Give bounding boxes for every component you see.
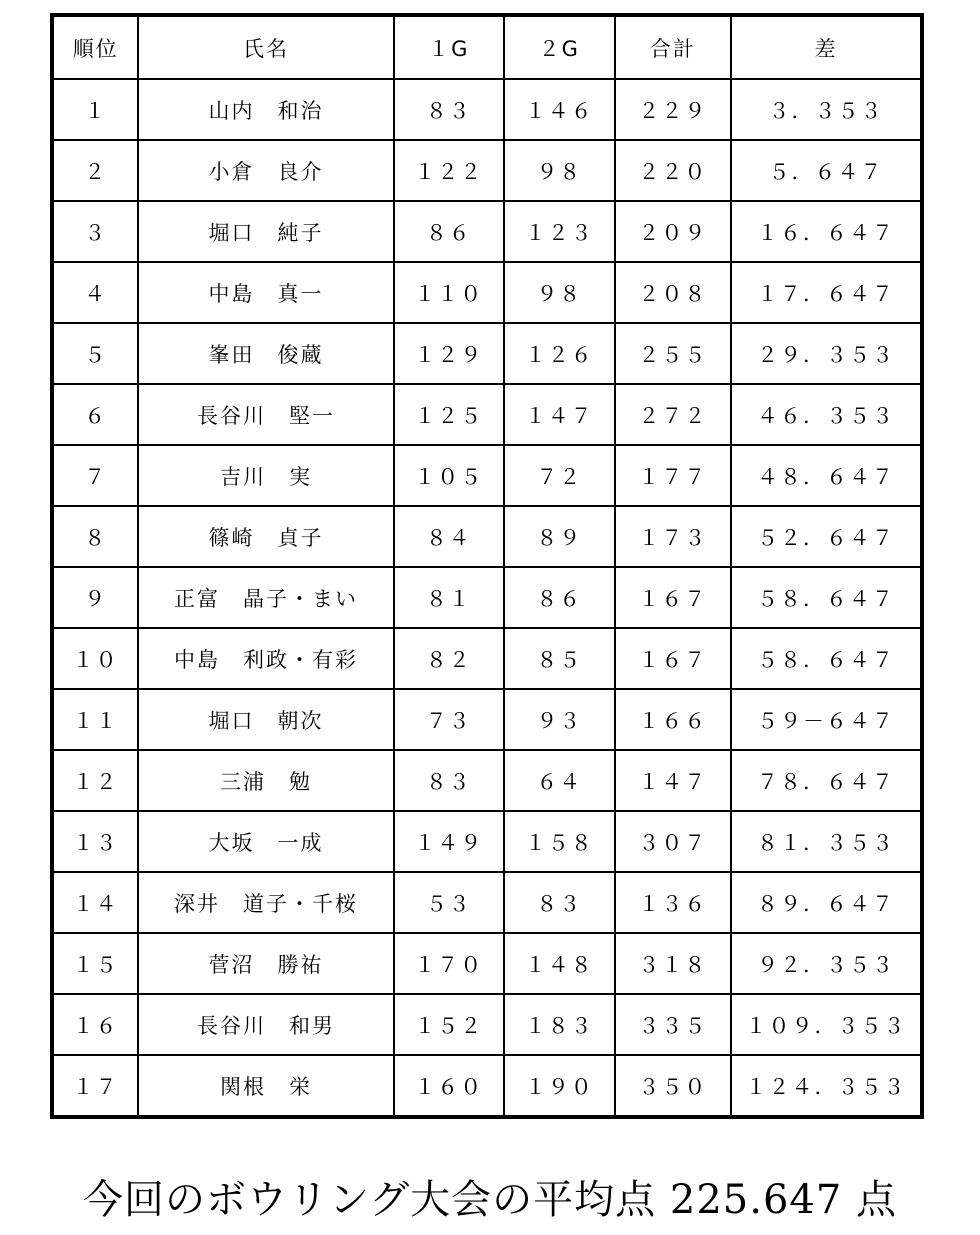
cell-total: ２２９ — [615, 79, 732, 140]
table-row — [52, 933, 922, 994]
cell-game1: ８３ — [394, 79, 505, 140]
cell-name: 中島 真一 — [138, 262, 393, 323]
cell-name: 吉川 実 — [138, 445, 393, 506]
table-row — [52, 628, 922, 689]
table-row — [52, 872, 922, 933]
cell-total: １７３ — [615, 506, 732, 567]
cell-diff: ５８．６４７ — [731, 628, 922, 689]
cell-name: 三浦 勉 — [138, 750, 393, 811]
table-row — [52, 445, 922, 506]
cell-game2: ８３ — [504, 872, 615, 933]
cell-diff: ５２．６４７ — [731, 506, 922, 567]
cell-game2: １２３ — [504, 201, 615, 262]
cell-total: １６６ — [615, 689, 732, 750]
cell-rank: ６ — [52, 384, 138, 445]
cell-game2: １８３ — [504, 994, 615, 1055]
table-row — [52, 994, 922, 1055]
cell-rank: １５ — [52, 933, 138, 994]
cell-name: 堀口 純子 — [138, 201, 393, 262]
cell-game1: ７３ — [394, 689, 505, 750]
cell-diff: ４８．６４７ — [731, 445, 922, 506]
cell-game1: １５２ — [394, 994, 505, 1055]
cell-game1: １７０ — [394, 933, 505, 994]
cell-diff: ５９－６４７ — [731, 689, 922, 750]
cell-diff: ４６．３５３ — [731, 384, 922, 445]
header-diff: 差 — [731, 15, 922, 79]
table-row — [52, 79, 922, 140]
cell-game2: ８９ — [504, 506, 615, 567]
cell-rank: １２ — [52, 750, 138, 811]
cell-game2: ６４ — [504, 750, 615, 811]
cell-game1: １２５ — [394, 384, 505, 445]
cell-total: ３３５ — [615, 994, 732, 1055]
cell-total: １６７ — [615, 628, 732, 689]
table-row — [52, 750, 922, 811]
cell-total: １４７ — [615, 750, 732, 811]
cell-total: ３１８ — [615, 933, 732, 994]
cell-total: ２５５ — [615, 323, 732, 384]
cell-name: 関根 栄 — [138, 1055, 393, 1117]
cell-rank: １７ — [52, 1055, 138, 1117]
cell-game1: ８４ — [394, 506, 505, 567]
cell-game1: １２２ — [394, 140, 505, 201]
cell-game2: ９８ — [504, 262, 615, 323]
cell-diff: ９２．３５３ — [731, 933, 922, 994]
header-total: 合計 — [615, 15, 732, 79]
cell-total: １６７ — [615, 567, 732, 628]
cell-diff: ８９．６４７ — [731, 872, 922, 933]
cell-diff: ５．６４７ — [731, 140, 922, 201]
cell-total: ２０９ — [615, 201, 732, 262]
cell-name: 深井 道子・千桜 — [138, 872, 393, 933]
cell-name: 小倉 良介 — [138, 140, 393, 201]
cell-game1: ５３ — [394, 872, 505, 933]
cell-total: ２７２ — [615, 384, 732, 445]
header-rank: 順位 — [52, 15, 138, 79]
cell-game1: １２９ — [394, 323, 505, 384]
cell-rank: ８ — [52, 506, 138, 567]
cell-game1: １０５ — [394, 445, 505, 506]
cell-name: 正富 晶子・まい — [138, 567, 393, 628]
cell-rank: １１ — [52, 689, 138, 750]
cell-diff: １７．６４７ — [731, 262, 922, 323]
cell-name: 中島 利政・有彩 — [138, 628, 393, 689]
cell-rank: ４ — [52, 262, 138, 323]
cell-game2: １５８ — [504, 811, 615, 872]
table-row — [52, 811, 922, 872]
cell-total: ２２０ — [615, 140, 732, 201]
cell-name: 長谷川 和男 — [138, 994, 393, 1055]
cell-rank: １４ — [52, 872, 138, 933]
cell-name: 菅沼 勝祐 — [138, 933, 393, 994]
cell-game2: １４８ — [504, 933, 615, 994]
cell-game1: １４９ — [394, 811, 505, 872]
cell-name: 篠崎 貞子 — [138, 506, 393, 567]
cell-name: 山内 和治 — [138, 79, 393, 140]
cell-total: ３５０ — [615, 1055, 732, 1117]
cell-game1: ８２ — [394, 628, 505, 689]
average-score-note: 今回のボウリング大会の平均点 225.647 点 — [82, 1177, 898, 1223]
cell-rank: １ — [52, 79, 138, 140]
cell-game2: ９３ — [504, 689, 615, 750]
cell-name: 堀口 朝次 — [138, 689, 393, 750]
cell-diff: ２９．３５３ — [731, 323, 922, 384]
table-row — [52, 1055, 922, 1117]
table-row — [52, 567, 922, 628]
cell-game2: １９０ — [504, 1055, 615, 1117]
cell-rank: ５ — [52, 323, 138, 384]
table-header — [52, 15, 922, 79]
cell-game2: １４７ — [504, 384, 615, 445]
cell-rank: １３ — [52, 811, 138, 872]
table-row — [52, 262, 922, 323]
cell-game2: １２６ — [504, 323, 615, 384]
cell-diff: １６．６４７ — [731, 201, 922, 262]
cell-game2: ７２ — [504, 445, 615, 506]
header-game2: ２G — [504, 15, 615, 79]
cell-diff: ７８．６４７ — [731, 750, 922, 811]
header-row — [52, 15, 922, 79]
cell-total: １３６ — [615, 872, 732, 933]
cell-total: １７７ — [615, 445, 732, 506]
cell-diff: １０９．３５３ — [731, 994, 922, 1055]
results-table — [50, 13, 924, 1119]
table-row — [52, 506, 922, 567]
cell-rank: ７ — [52, 445, 138, 506]
cell-game2: ８６ — [504, 567, 615, 628]
cell-total: ２０８ — [615, 262, 732, 323]
cell-game2: ９８ — [504, 140, 615, 201]
cell-diff: ５８．６４７ — [731, 567, 922, 628]
table-row — [52, 323, 922, 384]
cell-name: 長谷川 堅一 — [138, 384, 393, 445]
cell-diff: ３．３５３ — [731, 79, 922, 140]
cell-game1: ８６ — [394, 201, 505, 262]
header-game1: １G — [394, 15, 505, 79]
header-name: 氏名 — [138, 15, 393, 79]
cell-rank: １６ — [52, 994, 138, 1055]
cell-game1: ８３ — [394, 750, 505, 811]
cell-rank: ２ — [52, 140, 138, 201]
cell-total: ３０７ — [615, 811, 732, 872]
cell-name: 峯田 俊蔵 — [138, 323, 393, 384]
cell-diff: １２４．３５３ — [731, 1055, 922, 1117]
table-row — [52, 140, 922, 201]
cell-rank: ９ — [52, 567, 138, 628]
cell-rank: １０ — [52, 628, 138, 689]
cell-game1: １１０ — [394, 262, 505, 323]
cell-rank: ３ — [52, 201, 138, 262]
cell-game1: １６０ — [394, 1055, 505, 1117]
cell-diff: ８１．３５３ — [731, 811, 922, 872]
table-body — [52, 79, 922, 1117]
cell-game2: １４６ — [504, 79, 615, 140]
table-row — [52, 201, 922, 262]
cell-name: 大坂 一成 — [138, 811, 393, 872]
cell-game2: ８５ — [504, 628, 615, 689]
table-row — [52, 384, 922, 445]
cell-game1: ８１ — [394, 567, 505, 628]
table-row — [52, 689, 922, 750]
